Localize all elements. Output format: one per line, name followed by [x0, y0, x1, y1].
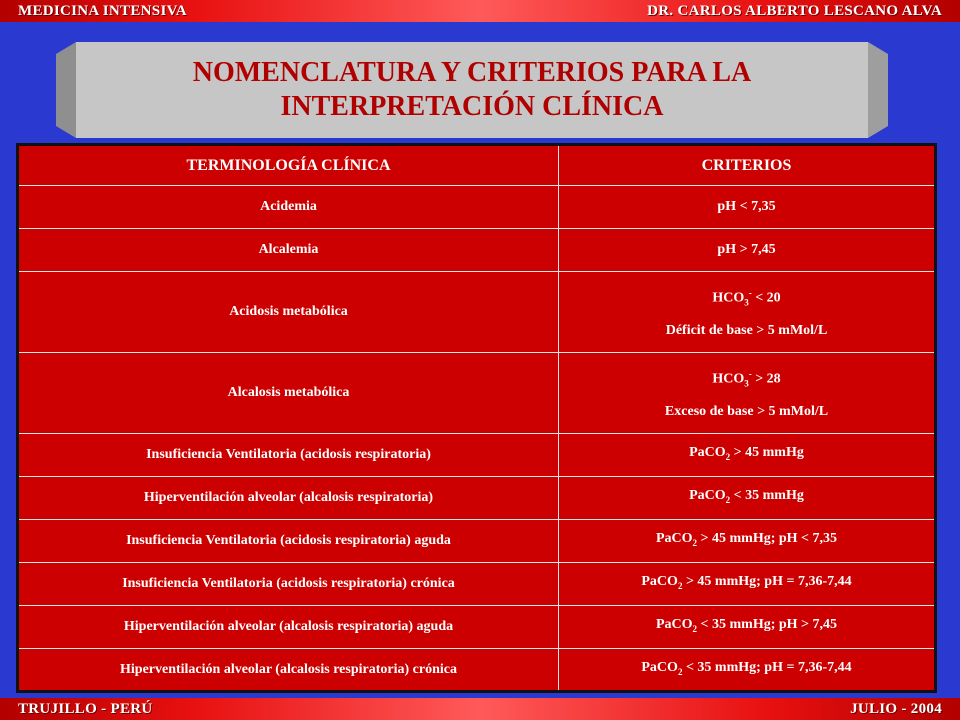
table-row	[18, 229, 936, 272]
criteria-line: $HCO_3^- > 28$	[712, 369, 781, 389]
term-cell: Insuficiencia Ventilatoria (acidosis respiratoria)	[18, 434, 559, 477]
criteria-cell	[559, 272, 936, 353]
term-cell: Acidosis metabólica	[18, 272, 559, 353]
criteria-cell	[559, 186, 936, 229]
term-cell: Hiperventilación alveolar (alcalosis respiratoria)	[18, 477, 559, 520]
table-row	[18, 606, 936, 649]
criteria-cell	[559, 353, 936, 434]
criteria-cell	[559, 477, 936, 520]
term-cell: Insuficiencia Ventilatoria (acidosis respiratoria) crónica	[18, 563, 559, 606]
page-title-line-1: NOMENCLATURA Y CRITERIOS PARA LA	[192, 57, 752, 88]
criteria-cell	[559, 606, 936, 649]
term-cell: Alcalemia	[18, 229, 559, 272]
table-row	[18, 477, 936, 520]
criteria-cell	[559, 434, 936, 477]
table-row	[18, 272, 936, 353]
column-header-term: TERMINOLOGÍA CLÍNICA	[18, 145, 559, 186]
header-right-text: DR. CARLOS ALBERTO LESCANO ALVA	[647, 2, 942, 19]
table-body	[18, 186, 936, 692]
table-row	[18, 434, 936, 477]
criteria-line: pH < 7,35	[717, 199, 776, 214]
table-header-row	[18, 145, 936, 186]
table-row	[18, 353, 936, 434]
criteria-line: $HCO_3^- < 20$	[712, 288, 781, 308]
page-title	[76, 42, 868, 138]
page-title-line-2: INTERPRETACIÓN CLÍNICA	[280, 91, 664, 122]
footer-band	[0, 698, 960, 720]
title-box-right-bevel	[868, 42, 888, 138]
table-row	[18, 520, 936, 563]
table-row	[18, 186, 936, 229]
criteria-line: PaCO$_2$ < 35 mmHg	[689, 488, 804, 505]
footer-right-text: JULIO - 2004	[850, 700, 942, 717]
title-box	[56, 42, 888, 138]
footer-left-text: TRUJILLO - PERÚ	[18, 700, 153, 717]
criteria-table	[16, 143, 937, 693]
criteria-cell	[559, 229, 936, 272]
term-cell: Hiperventilación alveolar (alcalosis respiratoria) crónica	[18, 649, 559, 692]
criteria-line: PaCO$_2$ > 45 mmHg; pH = 7,36-7,44	[641, 574, 852, 591]
term-cell: Insuficiencia Ventilatoria (acidosis respiratoria) aguda	[18, 520, 559, 563]
criteria-line: PaCO$_2$ < 35 mmHg; pH > 7,45	[655, 617, 838, 634]
table-row	[18, 649, 936, 692]
column-header-criteria: CRITERIOS	[559, 145, 936, 186]
term-cell: Acidemia	[18, 186, 559, 229]
table-row	[18, 563, 936, 606]
criteria-line: PaCO$_2$ < 35 mmHg; pH = 7,36-7,44	[641, 659, 852, 677]
criteria-line: PaCO$_2$ > 45 mmHg; pH < 7,35	[655, 531, 838, 548]
title-box-left-bevel	[56, 42, 76, 138]
term-cell: Alcalosis metabólica	[18, 353, 559, 434]
criteria-line: pH > 7,45	[717, 242, 776, 257]
criteria-cell	[559, 649, 936, 692]
criteria-line: PaCO$_2$ > 45 mmHg	[689, 445, 804, 462]
criteria-line: Déficit de base > 5 mMol/L	[665, 322, 828, 338]
term-cell: Hiperventilación alveolar (alcalosis respiratoria) aguda	[18, 606, 559, 649]
header-left-text: MEDICINA INTENSIVA	[18, 2, 187, 19]
header-band	[0, 0, 960, 22]
criteria-line: Exceso de base > 5 mMol/L	[664, 403, 829, 419]
criteria-cell	[559, 520, 936, 563]
criteria-cell	[559, 563, 936, 606]
